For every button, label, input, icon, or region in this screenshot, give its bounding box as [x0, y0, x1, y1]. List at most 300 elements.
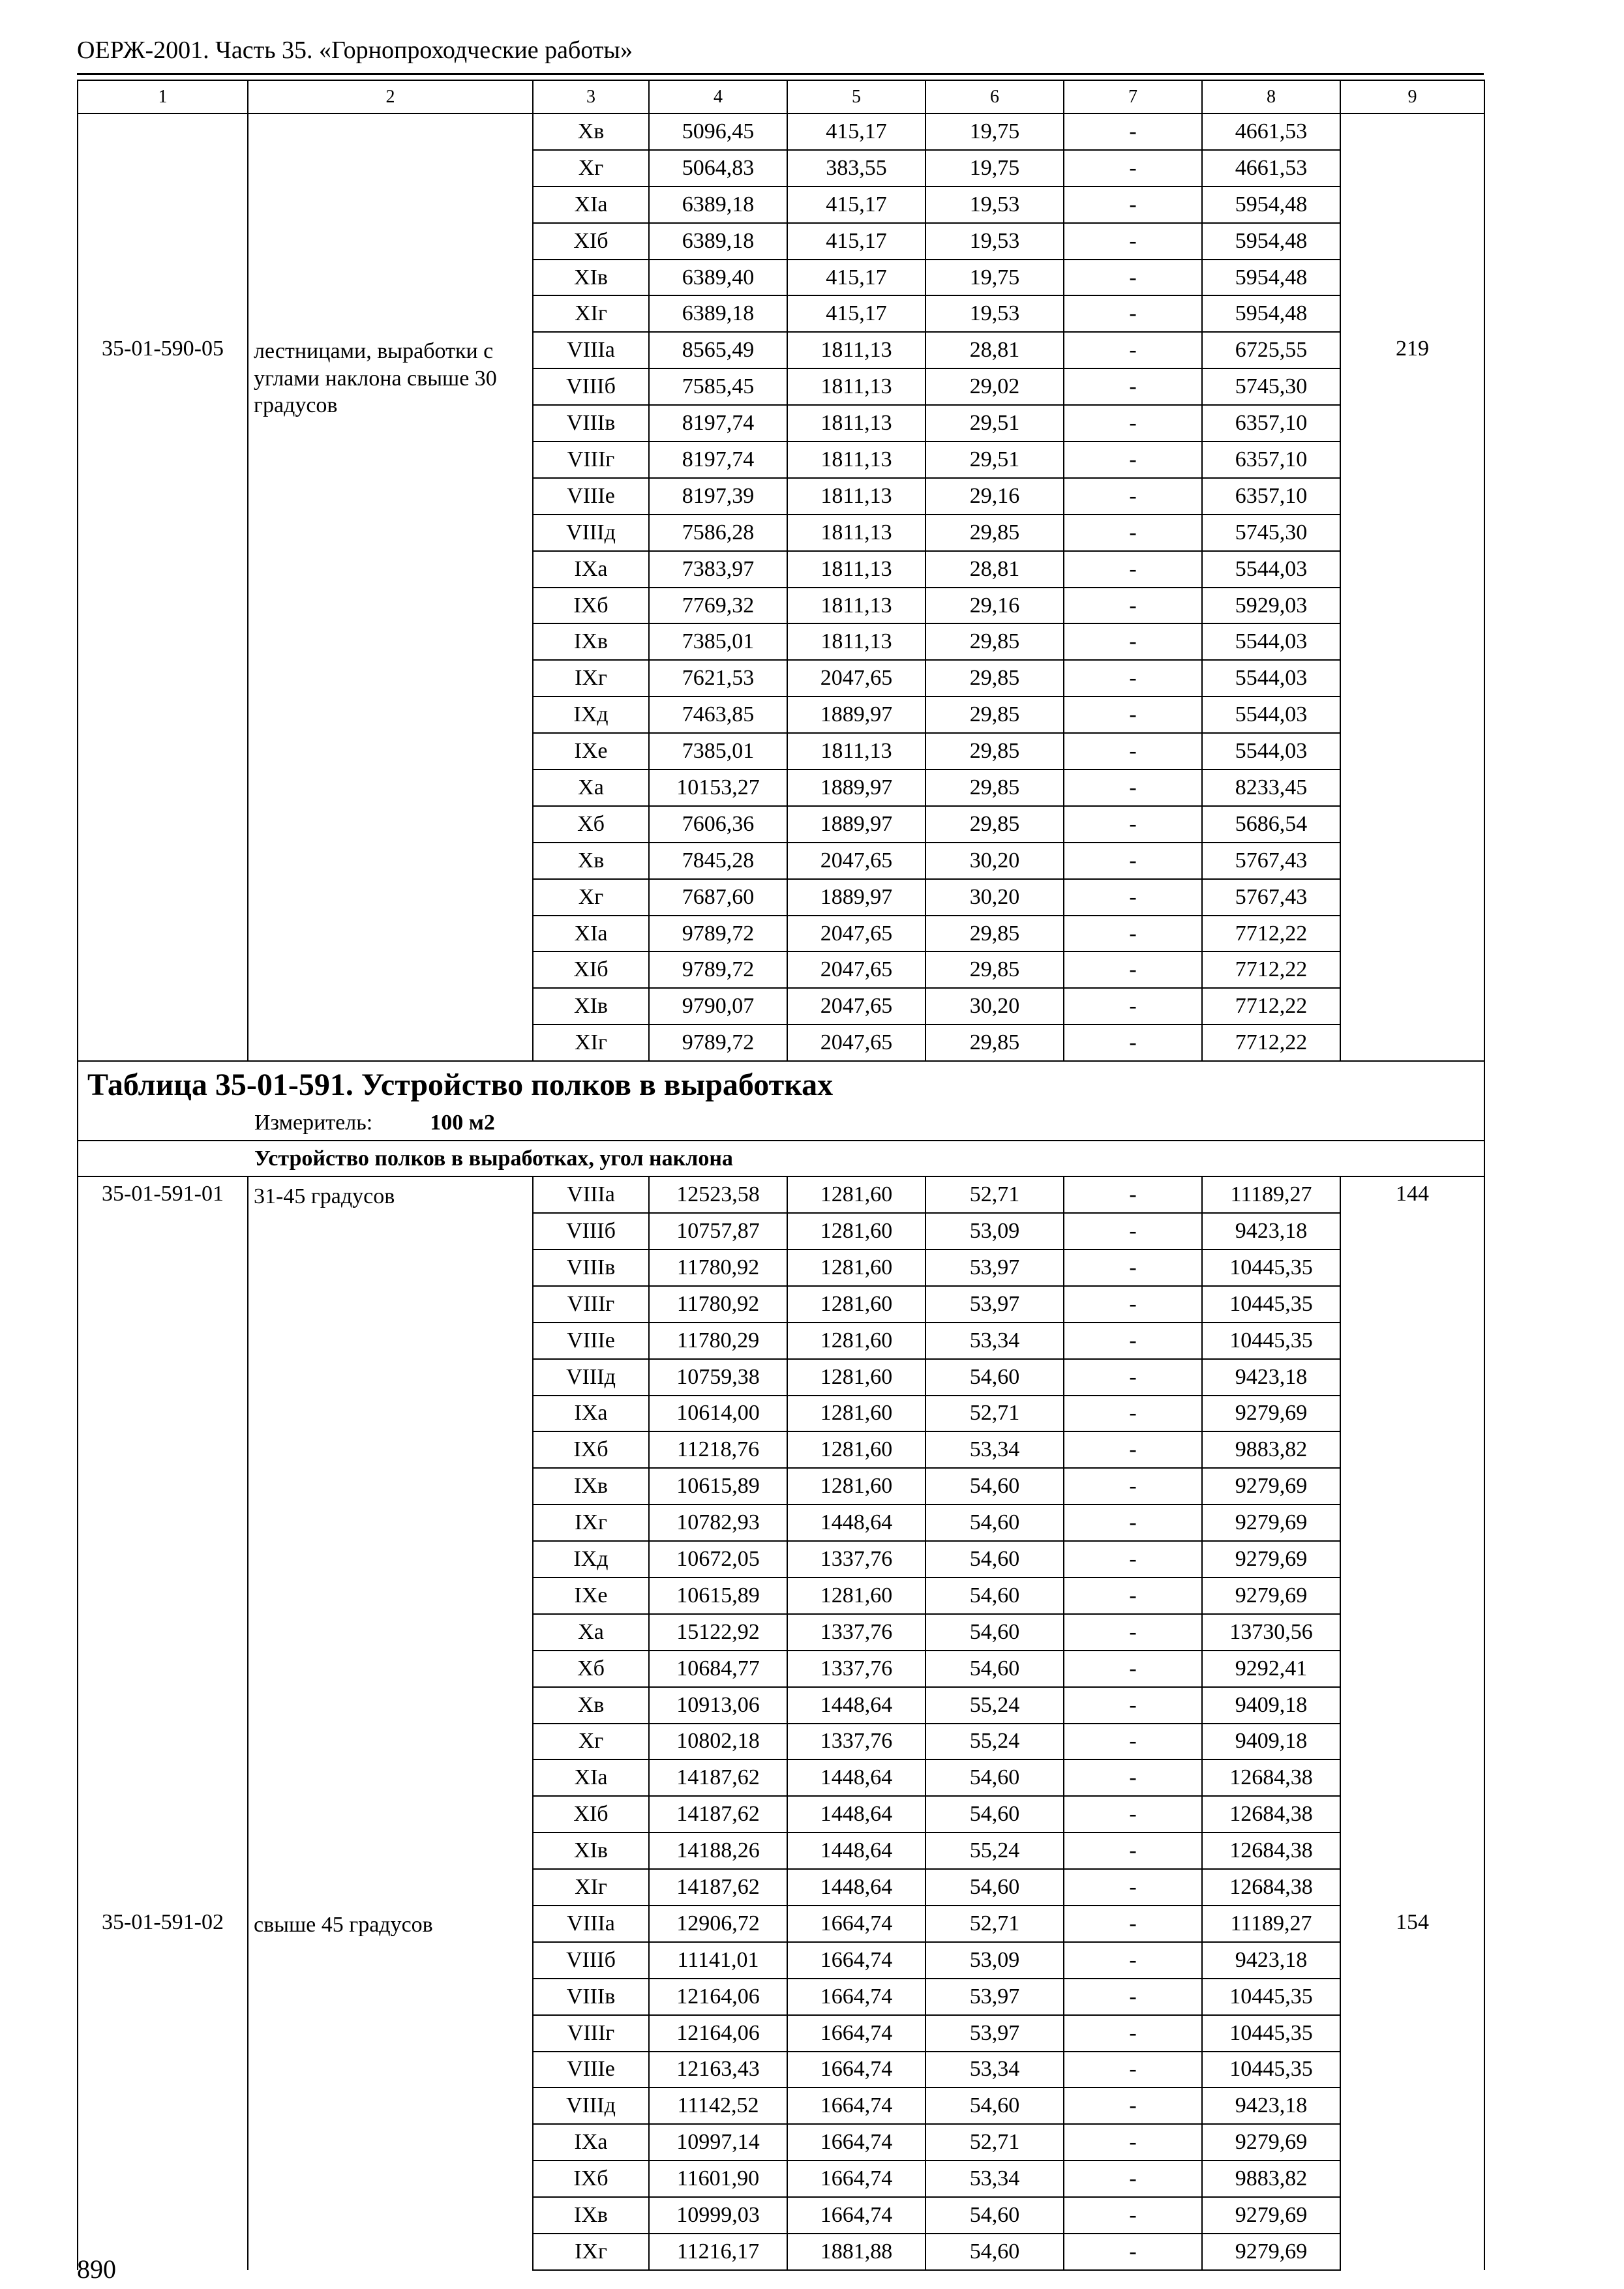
column-number: 7	[1064, 80, 1202, 113]
materials-cell: 9279,69	[1202, 1541, 1340, 1578]
category-cell: IXа	[533, 551, 649, 588]
machines-cell: 19,53	[925, 223, 1064, 260]
materials-cell: 9279,69	[1202, 1504, 1340, 1541]
machines-cell: 28,81	[925, 551, 1064, 588]
materials-cell: 8233,45	[1202, 770, 1340, 806]
wages-cell: 1448,64	[787, 1869, 925, 1906]
wages-cell: 1881,88	[787, 2234, 925, 2270]
materials-cell: 5929,03	[1202, 588, 1340, 624]
total-cost-cell: 9789,72	[649, 951, 787, 988]
machines-cell: 19,75	[925, 113, 1064, 150]
materials-cell: 10445,35	[1202, 1249, 1340, 1286]
machinist-wages-cell: -	[1064, 441, 1202, 478]
category-cell: VIIIе	[533, 1323, 649, 1359]
work-description-cell	[248, 113, 533, 332]
wages-cell: 1811,13	[787, 515, 925, 551]
materials-cell: 9423,18	[1202, 1359, 1340, 1396]
column-number: 3	[533, 80, 649, 113]
machines-cell: 30,20	[925, 988, 1064, 1025]
total-cost-cell: 12164,06	[649, 1979, 787, 2015]
machines-cell: 54,60	[925, 1796, 1064, 1833]
wages-cell: 1448,64	[787, 1504, 925, 1541]
wages-cell: 1448,64	[787, 1833, 925, 1869]
category-cell: IXе	[533, 1578, 649, 1614]
column-number: 4	[649, 80, 787, 113]
total-cost-cell: 10684,77	[649, 1651, 787, 1687]
materials-cell: 10445,35	[1202, 2015, 1340, 2052]
wages-cell: 415,17	[787, 260, 925, 296]
table-row	[78, 113, 1484, 150]
machinist-wages-cell: -	[1064, 1578, 1202, 1614]
materials-cell: 11189,27	[1202, 1906, 1340, 1942]
materials-cell: 10445,35	[1202, 2052, 1340, 2088]
total-cost-cell: 14187,62	[649, 1869, 787, 1906]
total-cost-cell: 7385,01	[649, 733, 787, 770]
table-title: Таблица 35-01-591. Устройство полков в выработках	[87, 1068, 834, 1103]
materials-cell: 9279,69	[1202, 1468, 1340, 1504]
column-number: 9	[1340, 80, 1484, 113]
category-cell: VIIIе	[533, 2052, 649, 2088]
work-description-cell: лестницами, выработки с углами наклона свыше 30 градусов	[248, 332, 533, 1061]
category-cell: XIг	[533, 1025, 649, 1061]
materials-cell: 7712,22	[1202, 951, 1340, 988]
wages-cell: 1889,97	[787, 806, 925, 843]
machines-cell: 53,97	[925, 1249, 1064, 1286]
category-cell: XIб	[533, 223, 649, 260]
rate-code-cell: 35-01-590-05	[78, 332, 248, 1061]
total-cost-cell: 10997,14	[649, 2124, 787, 2161]
wages-cell: 2047,65	[787, 916, 925, 952]
materials-cell: 6357,10	[1202, 441, 1340, 478]
machinist-wages-cell: -	[1064, 1468, 1202, 1504]
wages-cell: 1281,60	[787, 1431, 925, 1468]
wages-cell: 1281,60	[787, 1249, 925, 1286]
machines-cell: 53,34	[925, 1323, 1064, 1359]
work-description-cell: свыше 45 градусов	[248, 1906, 533, 2270]
machines-cell: 19,53	[925, 295, 1064, 332]
machines-cell: 29,85	[925, 660, 1064, 696]
category-cell: XIб	[533, 1796, 649, 1833]
category-cell: IXб	[533, 1431, 649, 1468]
category-cell: VIIIв	[533, 1979, 649, 2015]
machines-cell: 53,97	[925, 1979, 1064, 2015]
wages-cell: 1664,74	[787, 1942, 925, 1979]
materials-cell: 5767,43	[1202, 843, 1340, 879]
total-cost-cell: 6389,40	[649, 260, 787, 296]
total-cost-cell: 10802,18	[649, 1724, 787, 1760]
machinist-wages-cell: -	[1064, 951, 1202, 988]
materials-cell: 9423,18	[1202, 1213, 1340, 1249]
wages-cell: 1281,60	[787, 1176, 925, 1213]
machines-cell: 29,16	[925, 588, 1064, 624]
materials-cell: 9279,69	[1202, 1396, 1340, 1432]
category-cell: IXе	[533, 733, 649, 770]
machinist-wages-cell: -	[1064, 478, 1202, 515]
total-cost-cell: 8197,74	[649, 405, 787, 441]
machinist-wages-cell: -	[1064, 1431, 1202, 1468]
machines-cell: 29,85	[925, 696, 1064, 733]
total-cost-cell: 8197,74	[649, 441, 787, 478]
category-cell: Xв	[533, 113, 649, 150]
units-cell: 154	[1340, 1906, 1484, 2270]
materials-cell: 9279,69	[1202, 2197, 1340, 2234]
machinist-wages-cell: -	[1064, 1869, 1202, 1906]
materials-cell: 9883,82	[1202, 2161, 1340, 2197]
wages-cell: 1811,13	[787, 588, 925, 624]
machinist-wages-cell: -	[1064, 1504, 1202, 1541]
machines-cell: 55,24	[925, 1687, 1064, 1724]
total-cost-cell: 10782,93	[649, 1504, 787, 1541]
materials-cell: 6357,10	[1202, 405, 1340, 441]
rates-table	[77, 80, 1485, 2271]
machinist-wages-cell: -	[1064, 551, 1202, 588]
table-row	[78, 332, 1484, 368]
column-number: 8	[1202, 80, 1340, 113]
wages-cell: 1811,13	[787, 332, 925, 368]
machines-cell: 55,24	[925, 1724, 1064, 1760]
wages-cell: 2047,65	[787, 1025, 925, 1061]
wages-cell: 1337,76	[787, 1541, 925, 1578]
materials-cell: 5767,43	[1202, 879, 1340, 916]
machines-cell: 54,60	[925, 2197, 1064, 2234]
category-cell: Xг	[533, 150, 649, 187]
total-cost-cell: 11218,76	[649, 1431, 787, 1468]
section-heading-row	[78, 1141, 1484, 1176]
category-cell: VIIIе	[533, 478, 649, 515]
total-cost-cell: 6389,18	[649, 187, 787, 223]
materials-cell: 6357,10	[1202, 478, 1340, 515]
category-cell: IXг	[533, 660, 649, 696]
machinist-wages-cell: -	[1064, 988, 1202, 1025]
category-cell: IXг	[533, 2234, 649, 2270]
category-cell: XIб	[533, 951, 649, 988]
running-header: ОЕРЖ-2001. Часть 35. «Горнопроходческие работы»	[77, 37, 633, 64]
machines-cell: 28,81	[925, 332, 1064, 368]
category-cell: IXб	[533, 588, 649, 624]
machines-cell: 53,09	[925, 1213, 1064, 1249]
machines-cell: 29,85	[925, 733, 1064, 770]
wages-cell: 1811,13	[787, 551, 925, 588]
machinist-wages-cell: -	[1064, 2234, 1202, 2270]
materials-cell: 10445,35	[1202, 1979, 1340, 2015]
wages-cell: 1664,74	[787, 1906, 925, 1942]
machinist-wages-cell: -	[1064, 2087, 1202, 2124]
total-cost-cell: 7385,01	[649, 623, 787, 660]
machinist-wages-cell: -	[1064, 806, 1202, 843]
category-cell: XIг	[533, 1869, 649, 1906]
wages-cell: 1811,13	[787, 623, 925, 660]
materials-cell: 5954,48	[1202, 295, 1340, 332]
machines-cell: 29,85	[925, 515, 1064, 551]
wages-cell: 1281,60	[787, 1213, 925, 1249]
category-cell: VIIIв	[533, 405, 649, 441]
category-cell: Xа	[533, 770, 649, 806]
total-cost-cell: 12906,72	[649, 1906, 787, 1942]
category-cell: VIIIа	[533, 1176, 649, 1213]
machinist-wages-cell: -	[1064, 150, 1202, 187]
total-cost-cell: 9789,72	[649, 1025, 787, 1061]
rate-code-cell: 35-01-591-02	[78, 1906, 248, 2270]
machinist-wages-cell: -	[1064, 1286, 1202, 1323]
machinist-wages-cell: -	[1064, 1541, 1202, 1578]
total-cost-cell: 10614,00	[649, 1396, 787, 1432]
wages-cell: 1281,60	[787, 1286, 925, 1323]
machines-cell: 54,60	[925, 1759, 1064, 1796]
materials-cell: 5686,54	[1202, 806, 1340, 843]
total-cost-cell: 10913,06	[649, 1687, 787, 1724]
machines-cell: 19,75	[925, 150, 1064, 187]
machines-cell: 19,53	[925, 187, 1064, 223]
machines-cell: 52,71	[925, 2124, 1064, 2161]
wages-cell: 1664,74	[787, 2015, 925, 2052]
category-cell: Xб	[533, 806, 649, 843]
wages-cell: 415,17	[787, 113, 925, 150]
category-cell: Xб	[533, 1651, 649, 1687]
materials-cell: 5745,30	[1202, 368, 1340, 405]
machinist-wages-cell: -	[1064, 733, 1202, 770]
category-cell: VIIIг	[533, 441, 649, 478]
category-cell: IXд	[533, 1541, 649, 1578]
machines-cell: 55,24	[925, 1833, 1064, 1869]
total-cost-cell: 11601,90	[649, 2161, 787, 2197]
machinist-wages-cell: -	[1064, 1796, 1202, 1833]
materials-cell: 4661,53	[1202, 113, 1340, 150]
category-cell: Xг	[533, 1724, 649, 1760]
table-title-cell	[78, 1061, 1484, 1141]
machines-cell: 53,97	[925, 1286, 1064, 1323]
wages-cell: 1811,13	[787, 368, 925, 405]
machinist-wages-cell: -	[1064, 770, 1202, 806]
machinist-wages-cell: -	[1064, 1651, 1202, 1687]
machinist-wages-cell: -	[1064, 916, 1202, 952]
materials-cell: 5544,03	[1202, 733, 1340, 770]
wages-cell: 1664,74	[787, 2197, 925, 2234]
machines-cell: 53,34	[925, 1431, 1064, 1468]
materials-cell: 9279,69	[1202, 2234, 1340, 2270]
wages-cell: 1281,60	[787, 1468, 925, 1504]
total-cost-cell: 7383,97	[649, 551, 787, 588]
machinist-wages-cell: -	[1064, 515, 1202, 551]
total-cost-cell: 15122,92	[649, 1614, 787, 1651]
total-cost-cell: 11780,92	[649, 1286, 787, 1323]
machines-cell: 54,60	[925, 1614, 1064, 1651]
measure-value: 100 м2	[430, 1110, 495, 1135]
machinist-wages-cell: -	[1064, 1359, 1202, 1396]
wages-cell: 2047,65	[787, 951, 925, 988]
machinist-wages-cell: -	[1064, 1979, 1202, 2015]
total-cost-cell: 10999,03	[649, 2197, 787, 2234]
total-cost-cell: 10672,05	[649, 1541, 787, 1578]
materials-cell: 10445,35	[1202, 1286, 1340, 1323]
total-cost-cell: 7845,28	[649, 843, 787, 879]
machinist-wages-cell: -	[1064, 1025, 1202, 1061]
total-cost-cell: 6389,18	[649, 295, 787, 332]
wages-cell: 1811,13	[787, 405, 925, 441]
total-cost-cell: 8565,49	[649, 332, 787, 368]
machinist-wages-cell: -	[1064, 660, 1202, 696]
category-cell: VIIIб	[533, 368, 649, 405]
wages-cell: 1811,13	[787, 441, 925, 478]
category-cell: VIIIд	[533, 1359, 649, 1396]
category-cell: XIа	[533, 1759, 649, 1796]
materials-cell: 5544,03	[1202, 696, 1340, 733]
category-cell: IXг	[533, 1504, 649, 1541]
machines-cell: 29,85	[925, 951, 1064, 988]
materials-cell: 7712,22	[1202, 988, 1340, 1025]
machines-cell: 54,60	[925, 1578, 1064, 1614]
total-cost-cell: 14188,26	[649, 1833, 787, 1869]
wages-cell: 415,17	[787, 295, 925, 332]
materials-cell: 10445,35	[1202, 1323, 1340, 1359]
machines-cell: 53,34	[925, 2161, 1064, 2197]
wages-cell: 383,55	[787, 150, 925, 187]
category-cell: Xг	[533, 879, 649, 916]
wages-cell: 415,17	[787, 187, 925, 223]
category-cell: XIа	[533, 916, 649, 952]
machinist-wages-cell: -	[1064, 696, 1202, 733]
materials-cell: 5954,48	[1202, 223, 1340, 260]
machinist-wages-cell: -	[1064, 1176, 1202, 1213]
materials-cell: 5544,03	[1202, 551, 1340, 588]
work-description-cell: 31-45 градусов	[248, 1176, 533, 1906]
machines-cell: 52,71	[925, 1176, 1064, 1213]
machines-cell: 54,60	[925, 2087, 1064, 2124]
machinist-wages-cell: -	[1064, 879, 1202, 916]
machines-cell: 53,34	[925, 2052, 1064, 2088]
machines-cell: 29,51	[925, 405, 1064, 441]
category-cell: XIа	[533, 187, 649, 223]
materials-cell: 13730,56	[1202, 1614, 1340, 1651]
total-cost-cell: 5064,83	[649, 150, 787, 187]
units-cell	[1340, 113, 1484, 332]
materials-cell: 12684,38	[1202, 1869, 1340, 1906]
machinist-wages-cell: -	[1064, 588, 1202, 624]
wages-cell: 2047,65	[787, 988, 925, 1025]
category-cell: VIIIд	[533, 2087, 649, 2124]
wages-cell: 1337,76	[787, 1614, 925, 1651]
total-cost-cell: 7621,53	[649, 660, 787, 696]
total-cost-cell: 11142,52	[649, 2087, 787, 2124]
total-cost-cell: 6389,18	[649, 223, 787, 260]
total-cost-cell: 7769,32	[649, 588, 787, 624]
table-row	[78, 1906, 1484, 1942]
machinist-wages-cell: -	[1064, 1396, 1202, 1432]
materials-cell: 11189,27	[1202, 1176, 1340, 1213]
machinist-wages-cell: -	[1064, 332, 1202, 368]
materials-cell: 4661,53	[1202, 150, 1340, 187]
materials-cell: 5544,03	[1202, 660, 1340, 696]
wages-cell: 1337,76	[787, 1651, 925, 1687]
total-cost-cell: 12523,58	[649, 1176, 787, 1213]
machines-cell: 54,60	[925, 1869, 1064, 1906]
total-cost-cell: 12163,43	[649, 2052, 787, 2088]
materials-cell: 6725,55	[1202, 332, 1340, 368]
materials-cell: 7712,22	[1202, 1025, 1340, 1061]
machines-cell: 29,85	[925, 770, 1064, 806]
total-cost-cell: 11141,01	[649, 1942, 787, 1979]
total-cost-cell: 14187,62	[649, 1796, 787, 1833]
machinist-wages-cell: -	[1064, 1323, 1202, 1359]
machines-cell: 29,85	[925, 806, 1064, 843]
total-cost-cell: 12164,06	[649, 2015, 787, 2052]
machines-cell: 52,71	[925, 1396, 1064, 1432]
materials-cell: 9279,69	[1202, 2124, 1340, 2161]
category-cell: VIIIг	[533, 2015, 649, 2052]
total-cost-cell: 9790,07	[649, 988, 787, 1025]
machinist-wages-cell: -	[1064, 223, 1202, 260]
units-cell: 144	[1340, 1176, 1484, 1906]
wages-cell: 1664,74	[787, 2052, 925, 2088]
wages-cell: 1664,74	[787, 2161, 925, 2197]
machines-cell: 54,60	[925, 1541, 1064, 1578]
machinist-wages-cell: -	[1064, 623, 1202, 660]
machines-cell: 53,97	[925, 2015, 1064, 2052]
header-rule	[77, 73, 1484, 75]
materials-cell: 9423,18	[1202, 2087, 1340, 2124]
column-number: 2	[248, 80, 533, 113]
category-cell: Xв	[533, 843, 649, 879]
wages-cell: 1664,74	[787, 2124, 925, 2161]
category-cell: XIг	[533, 295, 649, 332]
total-cost-cell: 7585,45	[649, 368, 787, 405]
machinist-wages-cell: -	[1064, 1833, 1202, 1869]
wages-cell: 1664,74	[787, 1979, 925, 2015]
wages-cell: 1448,64	[787, 1687, 925, 1724]
total-cost-cell: 11780,29	[649, 1323, 787, 1359]
category-cell: IXб	[533, 2161, 649, 2197]
machinist-wages-cell: -	[1064, 1614, 1202, 1651]
wages-cell: 1281,60	[787, 1359, 925, 1396]
category-cell: Xа	[533, 1614, 649, 1651]
materials-cell: 12684,38	[1202, 1796, 1340, 1833]
page-number: 890	[77, 2254, 116, 2284]
machines-cell: 30,20	[925, 879, 1064, 916]
total-cost-cell: 11216,17	[649, 2234, 787, 2270]
materials-cell: 9883,82	[1202, 1431, 1340, 1468]
machinist-wages-cell: -	[1064, 1687, 1202, 1724]
column-number-row	[78, 80, 1484, 113]
category-cell: IXв	[533, 623, 649, 660]
machinist-wages-cell: -	[1064, 2197, 1202, 2234]
machinist-wages-cell: -	[1064, 1906, 1202, 1942]
machinist-wages-cell: -	[1064, 1724, 1202, 1760]
category-cell: XIв	[533, 260, 649, 296]
materials-cell: 7712,22	[1202, 916, 1340, 952]
machines-cell: 30,20	[925, 843, 1064, 879]
total-cost-cell: 8197,39	[649, 478, 787, 515]
wages-cell: 1448,64	[787, 1759, 925, 1796]
machines-cell: 54,60	[925, 1651, 1064, 1687]
machines-cell: 29,85	[925, 1025, 1064, 1061]
measure-label: Измеритель:	[254, 1110, 373, 1135]
materials-cell: 5954,48	[1202, 187, 1340, 223]
machinist-wages-cell: -	[1064, 2015, 1202, 2052]
machines-cell: 54,60	[925, 1468, 1064, 1504]
machinist-wages-cell: -	[1064, 1759, 1202, 1796]
total-cost-cell: 10153,27	[649, 770, 787, 806]
materials-cell: 5544,03	[1202, 623, 1340, 660]
total-cost-cell: 14187,62	[649, 1759, 787, 1796]
category-cell: VIIIг	[533, 1286, 649, 1323]
materials-cell: 9409,18	[1202, 1724, 1340, 1760]
total-cost-cell: 7463,85	[649, 696, 787, 733]
total-cost-cell: 7687,60	[649, 879, 787, 916]
materials-cell: 9409,18	[1202, 1687, 1340, 1724]
materials-cell: 5745,30	[1202, 515, 1340, 551]
column-number: 6	[925, 80, 1064, 113]
wages-cell: 1889,97	[787, 696, 925, 733]
category-cell: Xв	[533, 1687, 649, 1724]
